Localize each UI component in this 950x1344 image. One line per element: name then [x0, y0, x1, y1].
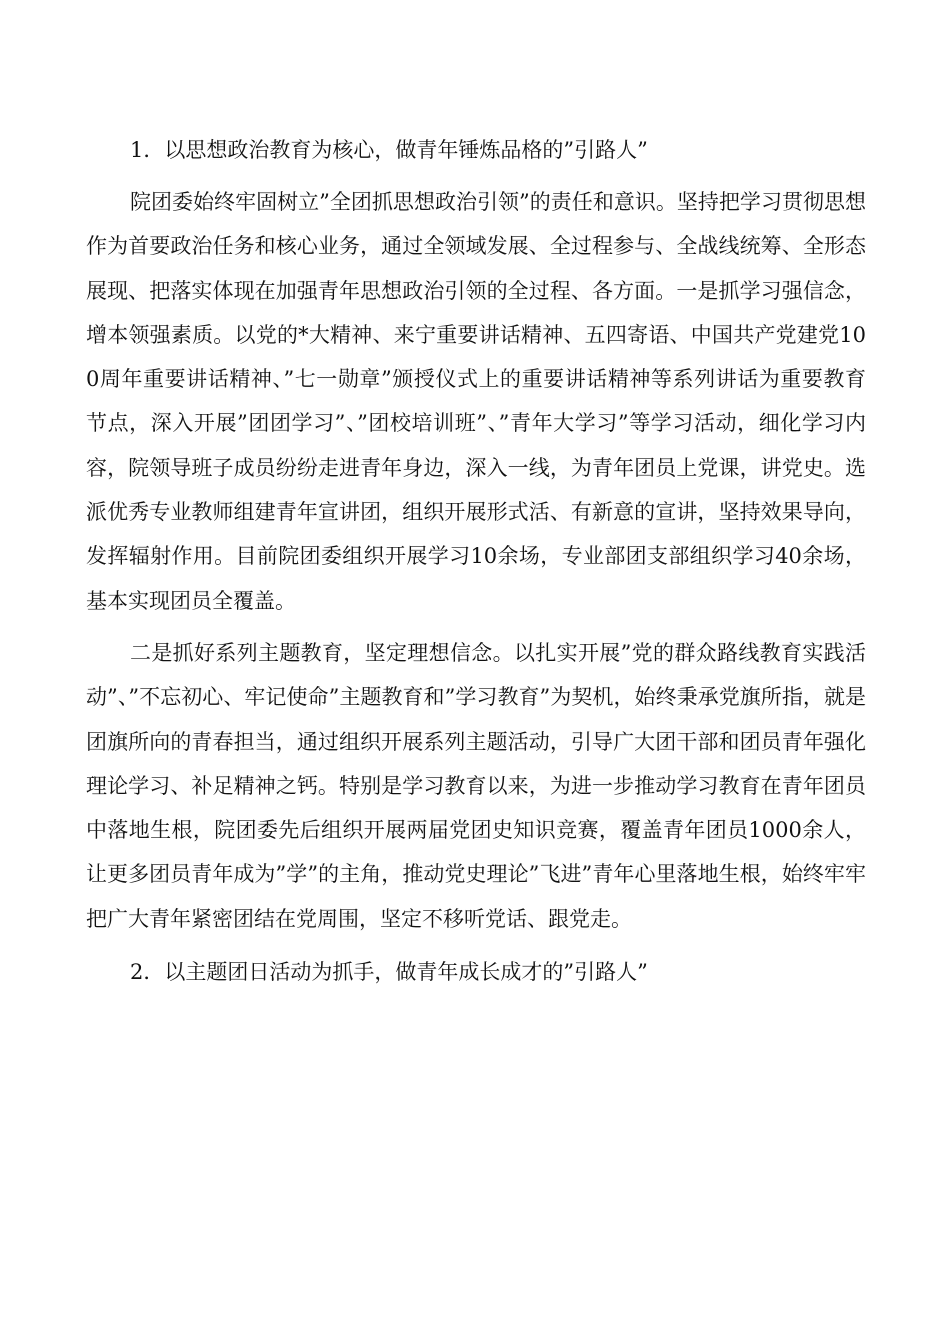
section-heading-2: 2．以主题团日活动为抓手，做青年成长成才的”引路人” [130, 960, 648, 985]
body-paragraph-1: 院团委始终牢固树立”全团抓思想政治引领”的责任和意识。坚持把学习贯彻思想作为首要政治任务和核心业务，通过全领域发展、全过程参与、全战线统筹、全形态展现、把落实体现在加强青年思想政治引领的全过程、各方面。一是抓学习强信念，增本领强素质。以党的*大精神、来宁重要讲话精神、五四寄语、中国共产党建党100周年重要讲话精神、”七一勋章”颁授仪式上的重要讲话精神等系列讲话为重要教育节点，深入开展”团团学习”、”团校培训班”、”青年大学习”等学习活动，细化学习内容，院领导班子成员纷纷走进青年身边，深入一线，为青年团员上党课，讲党史。选派优秀专业教师组建青年宣讲团，组织开展形式活、有新意的宣讲，坚持效果导向，发挥辐射作用。目前院团委组织开展学习10余场，专业部团支部组织学习40余场，基本实现团员全覆盖。 [86, 190, 866, 613]
document-body [86, 128, 866, 1002]
body-paragraph-2: 二是抓好系列主题教育，坚定理想信念。以扎实开展”党的群众路线教育实践活动”、”不忘初心、牢记使命”主题教育和”学习教育”为契机，始终秉承党旗所指，就是团旗所向的青春担当，通过组织开展系列主题活动，引导广大团干部和团员青年强化理论学习、补足精神之钙。特别是学习教育以来，为进一步推动学习教育在青年团员中落地生根，院团委先后组织开展两届党团史知识竞赛，覆盖青年团员1000余人，让更多团员青年成为”学”的主角，推动党史理论”飞进”青年心里落地生根，始终牢牢把广大青年紧密团结在党周围，坚定不移听党话、跟党走。 [86, 640, 866, 931]
section-heading-1: 1．以思想政治教育为核心，做青年锤炼品格的”引路人” [130, 138, 648, 162]
